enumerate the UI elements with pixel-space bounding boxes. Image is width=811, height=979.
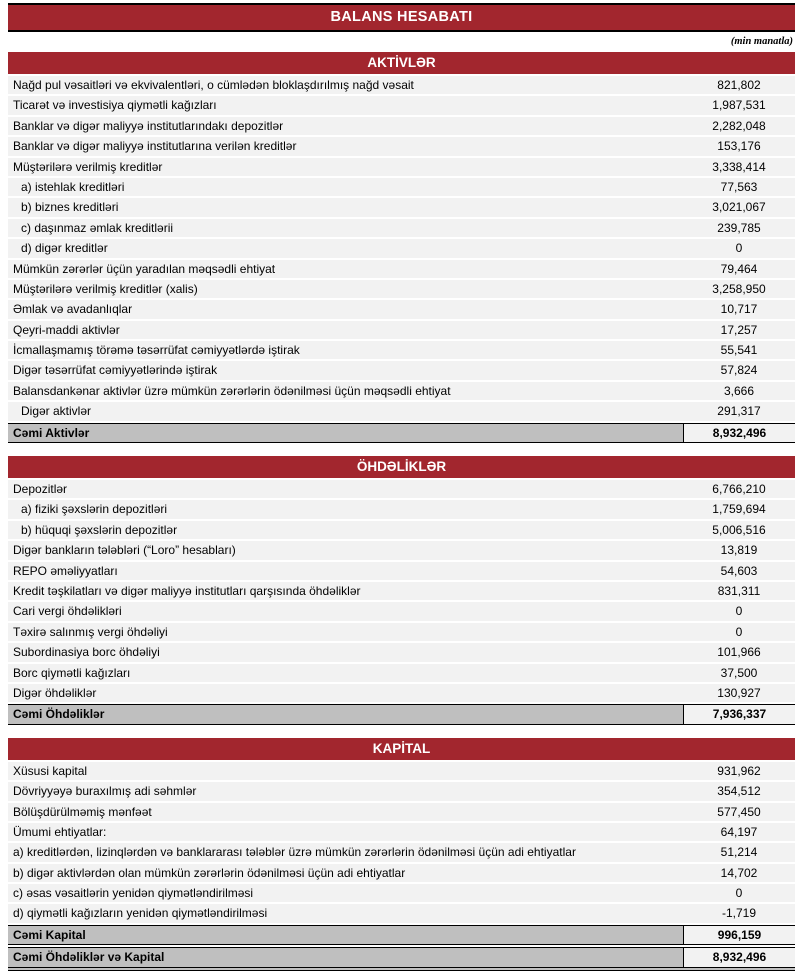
row-label: Digər öhdəliklər [13,685,97,700]
table-row [8,198,795,216]
table-row [8,382,795,400]
table-row [8,823,795,841]
row-value: 577,450 [717,804,761,819]
row-value: 14,702 [720,865,758,880]
table-row [8,137,795,155]
table-row [8,300,795,318]
row-label: Ticarət və investisiya qiymətli kağızları [13,98,217,113]
row-value: 291,317 [717,404,761,419]
total-row [8,704,795,724]
table-row [8,803,795,821]
page-title-banner [8,3,795,32]
row-label: Cari vergi öhdəlikləri [13,604,122,619]
section-header: KAPİTAL [8,738,795,760]
row-value: 77,563 [720,179,758,194]
row-label: Borc qiymətli kağızları [13,665,131,680]
row-value: 51,214 [720,845,758,860]
row-value: 37,500 [720,665,758,680]
row-value: 5,006,516 [712,522,766,537]
row-value: 153,176 [717,139,761,154]
page-title: BALANS HESABATI [330,9,473,25]
row-value: 996,159 [683,926,795,944]
row-value: 130,927 [717,685,761,700]
row-value: 1,987,531 [712,98,766,113]
row-value: 3,666 [723,383,755,398]
row-value: 2,282,048 [712,118,766,133]
unit-note: (min manatla) [730,36,793,47]
row-value: 8,932,496 [683,948,795,966]
table-row [8,643,795,661]
row-label: Kredit təşkilatları və digər maliyyə institutları qarşısında öhdəliklər [13,583,361,598]
row-label: İcmallaşmamış törəmə təsərrüfat cəmiyyətlərdə iştirak [13,343,300,358]
row-label: Təxirə salınmış vergi öhdəliyi [13,624,168,639]
row-label: Subordinasiya borc öhdəliyi [13,645,160,660]
row-value: 831,311 [717,583,761,598]
row-value: 3,021,067 [712,200,766,215]
table-row [8,884,795,902]
row-label: a) kreditlərdən, lizinqlərdən və banklararası tələblər üzrə mümkün zərərlərin ödənilməsi üçün adi ehtiyatlar [13,845,576,860]
row-value: 101,966 [717,645,761,660]
table-row [8,361,795,379]
row-label: b) digər aktivlərdən olan mümkün zərərlərin ödənilməsi üçün adi ehtiyatlar [13,865,406,880]
table-row [8,96,795,114]
row-label: Əmlak və avadanlıqlar [13,302,133,317]
table-row [8,219,795,237]
row-label: Digər aktivlər [21,404,92,419]
table-row [8,117,795,135]
row-label: d) qiymətli kağızların yenidən qiymətləndirilməsi [13,906,268,921]
row-label: Mümkün zərərlər üçün yaradılan məqsədli ehtiyat [13,261,276,276]
section-header: ÖHDƏLİKLƏR [8,456,795,478]
section-aktivler [8,52,795,443]
row-label: Dövriyyəyə buraxılmış adi səhmlər [13,784,197,799]
row-value: 3,338,414 [712,159,766,174]
row-label: c) əsas vəsaitlərin yenidən qiymətləndirilməsi [13,886,254,901]
table-row [8,664,795,682]
row-value: 931,962 [717,763,761,778]
row-label: Xüsusi kapital [13,763,88,778]
row-value: 0 [735,624,743,639]
table-row [8,562,795,580]
row-value: 1,759,694 [712,502,766,517]
row-value: -1,719 [721,906,757,921]
section-header: AKTİVLƏR [8,52,795,74]
sections [8,52,795,971]
table-row [8,843,795,861]
row-label: Qeyri-maddi aktivlər [13,322,120,337]
row-value: 0 [735,886,743,901]
table-row [8,321,795,339]
row-label: c) daşınmaz əmlak kreditlərii [21,220,174,235]
row-value: 54,603 [720,563,758,578]
row-label: Bölüşdürülməmiş mənfəət [13,804,152,819]
row-value: 10,717 [720,302,758,317]
row-label: Digər bankların tələbləri (“Loro” hesabları) [13,543,236,558]
row-label: a) istehlak kreditləri [21,179,125,194]
section-rows [8,480,795,725]
table-row [8,864,795,882]
table-row [8,762,795,780]
table-row [8,158,795,176]
table-row [8,521,795,539]
table-row [8,500,795,518]
total-row [8,925,795,945]
row-value: 239,785 [717,220,761,235]
table-row [8,480,795,498]
table-row [8,280,795,298]
row-value: 354,512 [717,784,761,799]
table-row [8,178,795,196]
table-row [8,76,795,94]
table-row [8,684,795,702]
row-value: 64,197 [720,824,758,839]
section-rows [8,76,795,443]
row-label: b) biznes kreditləri [21,200,119,215]
total-row [8,423,795,443]
row-value: 6,766,210 [712,482,766,497]
row-label: Depozitlər [13,482,68,497]
section-ohdelikler [8,456,795,725]
table-row [8,782,795,800]
table-row [8,582,795,600]
row-label: Ümumi ehtiyatlar: [13,824,107,839]
row-value: 7,936,337 [683,705,795,723]
row-label: Banklar və digər maliyyə institutlarındakı depozitlər [13,118,284,133]
row-label: Müştərilərə verilmiş kreditlər [13,159,163,174]
table-row [8,239,795,257]
row-value: 17,257 [720,322,758,337]
section-kapital [8,738,795,971]
row-value: 821,802 [717,78,761,92]
row-value: 0 [735,604,743,619]
row-value: 55,541 [720,343,758,358]
row-value: 13,819 [720,543,758,558]
row-label: Digər təsərrüfat cəmiyyətlərində iştirak [13,363,218,378]
row-value: 0 [735,241,743,256]
row-value: 57,824 [720,363,758,378]
table-row [8,402,795,420]
total-row [8,947,795,970]
row-value: 3,258,950 [712,281,766,296]
row-label: Cəmi Öhdəliklər və Kapital [13,950,165,965]
row-label: REPO əməliyyatları [13,563,118,578]
row-label: b) hüquqi şəxslərin depozitlər [21,522,178,537]
row-label: d) digər kreditlər [21,241,108,256]
table-row [8,341,795,359]
row-value: 79,464 [720,261,758,276]
row-label: Cəmi Öhdəliklər [13,707,105,722]
row-label: Balansdankənar aktivlər üzrə mümkün zərərlərin ödənilməsi üçün məqsədli ehtiyat [13,383,451,398]
table-row [8,260,795,278]
row-label: Nağd pul vəsaitləri və ekvivalentləri, o cümlədən bloklaşdırılmış nağd vəsait [13,78,414,92]
table-row [8,623,795,641]
row-label: Cəmi Aktivlər [13,425,90,440]
row-label: Banklar və digər maliyyə institutlarına verilən kreditlər [13,139,297,154]
table-row [8,602,795,620]
row-label: a) fiziki şəxslərin depozitləri [21,502,168,517]
table-row [8,904,795,922]
row-value: 8,932,496 [683,424,795,442]
row-label: Cəmi Kapital [13,927,86,942]
table-row [8,541,795,559]
row-label: Müştərilərə verilmiş kreditlər (xalis) [13,281,198,296]
section-rows [8,762,795,971]
